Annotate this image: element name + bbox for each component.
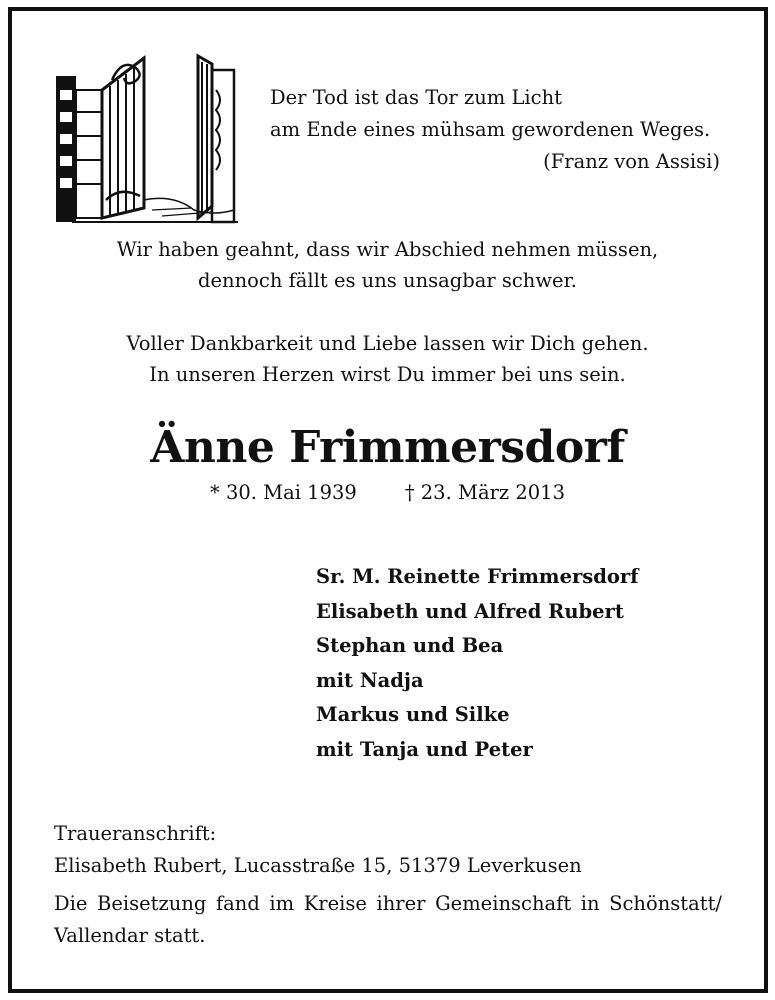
mourner-item: mit Tanja und Peter (316, 737, 533, 761)
quote-author: (Franz von Assisi) (543, 150, 720, 173)
message-paragraph-2 (0, 328, 775, 390)
message-1-line-2: dennoch fällt es uns unsagbar schwer. (198, 269, 577, 292)
mourner-item: mit Nadja (316, 668, 424, 692)
quote-line-2: am Ende eines mühsam gewordenen Weges. (270, 118, 711, 141)
deceased-name: Änne Frimmersdorf (150, 422, 625, 473)
message-2-line-1: Voller Dankbarkeit und Liebe lassen wir Dich gehen. (126, 332, 649, 355)
death-date: † 23. März 2013 (404, 481, 565, 504)
address-label: Traueranschrift: (54, 822, 217, 845)
mourner-item: Elisabeth und Alfred Rubert (316, 599, 624, 623)
message-2-line-2: In unseren Herzen wirst Du immer bei uns sein. (149, 363, 626, 386)
mourners-list (316, 560, 639, 767)
birth-date: * 30. Mai 1939 (210, 481, 357, 504)
burial-note (54, 888, 722, 952)
quote-block (270, 82, 720, 178)
message-paragraph-1 (0, 234, 775, 296)
mourner-item: Sr. M. Reinette Frimmersdorf (316, 565, 639, 588)
mourner-item: Markus und Silke (316, 703, 510, 726)
burial-line-2: Vallendar statt. (54, 924, 206, 947)
quote-line-1: Der Tod ist das Tor zum Licht (270, 86, 562, 109)
open-iron-gate-icon (52, 50, 240, 225)
burial-line-1: Die Beisetzung fand im Kreise ihrer Gemeinschaft in Schönstatt/ (54, 892, 722, 915)
life-dates (0, 481, 775, 504)
mourner-item: Stephan und Bea (316, 634, 504, 657)
mourning-address: Elisabeth Rubert, Lucasstraße 15, 51379 Leverkusen (54, 854, 582, 877)
message-1-line-1: Wir haben geahnt, dass wir Abschied nehmen müssen, (116, 238, 659, 261)
footer-block (54, 818, 722, 952)
